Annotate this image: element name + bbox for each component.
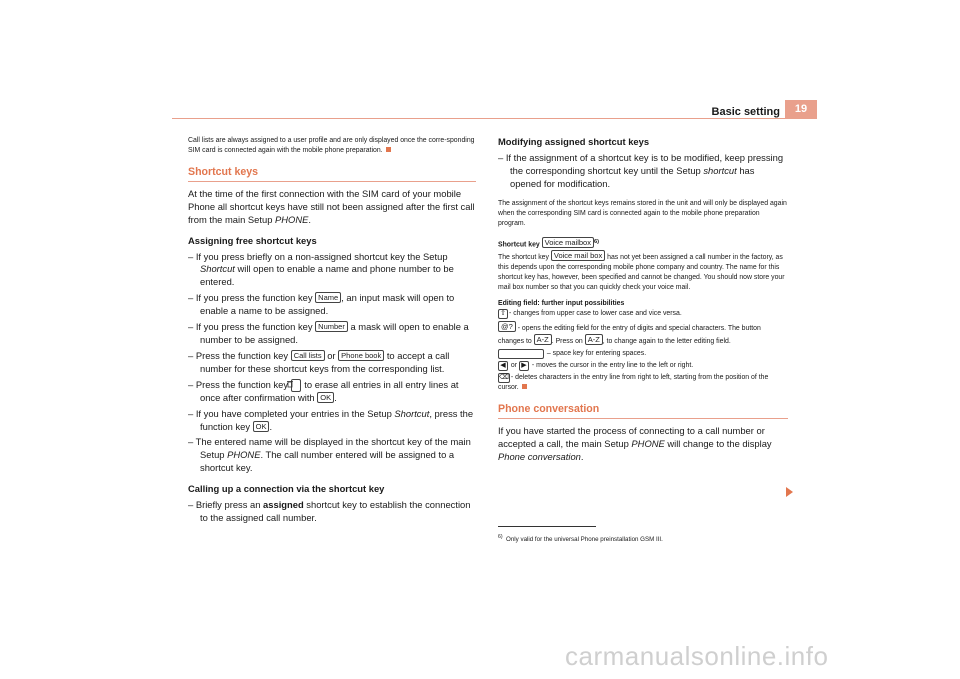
editing-heading: Editing field: further input possibilities <box>498 299 625 307</box>
call-lists-key: Call lists <box>291 350 325 361</box>
intro-note: Call lists are always assigned to a user profile and are only displayed once the corre-sponding SIM card is connected again with the mobile phone preparation. <box>188 137 475 154</box>
section-title: Phone conversation <box>498 402 600 415</box>
number-key: Number <box>315 321 348 332</box>
voice-mailbox-heading: Shortcut key Voice mailbox $^{6)}$ <box>498 237 600 248</box>
header-title: Basic setting <box>711 106 780 118</box>
next-page-arrow-icon <box>786 487 793 497</box>
name-key: Name <box>315 292 341 303</box>
shift-item: ⇧ - changes from upper case to lower case and vice versa. <box>498 309 788 319</box>
phone-conversation-paragraph: If you have started the process of connecting to a call number or accepted a call, the main Setup PHONE will change to the display Phone conversation. <box>498 424 772 462</box>
list-item: – If you press the function key Name , an input mask will open to enable a name to be assigned. <box>188 292 455 317</box>
section-shortcut-keys <box>188 166 476 182</box>
watermark: carmanualsonline.info <box>565 641 829 671</box>
shift-icon: ⇧ <box>498 309 508 319</box>
section-rule <box>498 418 788 419</box>
list-item: – Press the function key to erase all entries in all entry lines at once after confirmation with OK . <box>188 378 459 403</box>
list-item: – If you press briefly on a non-assigned shortcut key the Setup Shortcut will open to enable a name and phone number to be entered. <box>188 250 454 288</box>
end-marker-icon <box>386 147 391 152</box>
list-item: – If you have completed your entries in the Setup Shortcut, press the function key OK . <box>188 407 474 432</box>
list-item: – Briefly press an assigned shortcut key to establish the connection to the assigned call number. <box>188 499 471 523</box>
intro-paragraph: At the time of the first connection with the SIM card of your mobile Phone all shortcut keys have still not been assigned after the first call from the main Setup PHONE. <box>188 187 475 225</box>
cursor-right-icon: ▶ <box>519 361 529 371</box>
special-chars-item: @? - opens the editing field for the entry of digits and special characters. The button changes to A-Z . Press on A-Z , to change again to the letter editing field. <box>498 321 761 345</box>
phone-book-key: Phone book <box>338 350 384 361</box>
list-item: – If you press the function key Number a mask will open to enable a number to be assigned. <box>188 321 469 345</box>
cursor-left-icon: ◀ <box>498 361 508 371</box>
right-column <box>498 136 788 464</box>
subheading-modifying: Modifying assigned shortcut keys <box>498 136 650 147</box>
backspace-icon: ⌫ <box>499 373 509 381</box>
footnote-rule <box>498 526 596 527</box>
section-phone-conversation <box>498 403 788 419</box>
voice-mail-box-key: Voice mail box <box>551 250 605 261</box>
page-number-badge: 19 <box>785 100 817 118</box>
list-item: – If the assignment of a shortcut key is to be modified, keep pressing the corresponding shortcut key until the Setup shortcut has opened for modification. <box>498 151 784 189</box>
list-item: – Press the function key Call lists or Phone book to accept a call number for these shortcut keys from the corresponding list. <box>188 349 450 374</box>
end-marker-icon <box>522 384 527 389</box>
subheading-assigning: Assigning free shortcut keys <box>188 234 317 246</box>
backspace-item: ⌫ - deletes characters in the entry line from right to left, starting from the position of the cursor. <box>498 373 769 391</box>
voice-mailbox-key: Voice mailbox <box>542 237 594 248</box>
list-item: – The entered name will be displayed in the shortcut key of the main Setup PHONE. The call number entered will be assigned to a shortcut key. <box>188 436 471 474</box>
space-item: – space key for entering spaces. <box>498 349 788 359</box>
space-key-icon <box>498 349 544 359</box>
storage-note: The assignment of the shortcut keys remains stored in the unit and will only be displayed again when the corresponding SIM card is connected again to the mobile phone preparation program. <box>498 199 787 227</box>
voice-mailbox-text: The shortcut key Voice mail box has not yet been assigned a call number in the factory, as this depends upon the corresponding mobile phone company and country. The name for this shortcut key has, however, been specified and cannot be changed. You should now store your mail box number so that you can quickly check your voice mail. <box>498 250 785 291</box>
a-z-key: A-Z <box>585 334 603 345</box>
ok-key: OK <box>317 392 334 403</box>
subheading-calling: Calling up a connection via the shortcut key <box>188 483 385 495</box>
ok-key: OK <box>253 421 270 432</box>
special-chars-key: @? <box>498 321 516 332</box>
cursor-item: ◀ or ▶ - moves the cursor in the entry line to the left or right. <box>498 361 788 371</box>
header-rule <box>172 118 817 119</box>
a-z-key: A-Z <box>534 334 552 345</box>
left-column <box>188 136 476 525</box>
trash-icon <box>291 379 301 392</box>
section-rule <box>188 181 476 182</box>
section-title: Shortcut keys <box>188 166 259 178</box>
footnote: $^{6)}$ Only valid for the universal Phone preinstallation GSM III. <box>498 534 663 544</box>
